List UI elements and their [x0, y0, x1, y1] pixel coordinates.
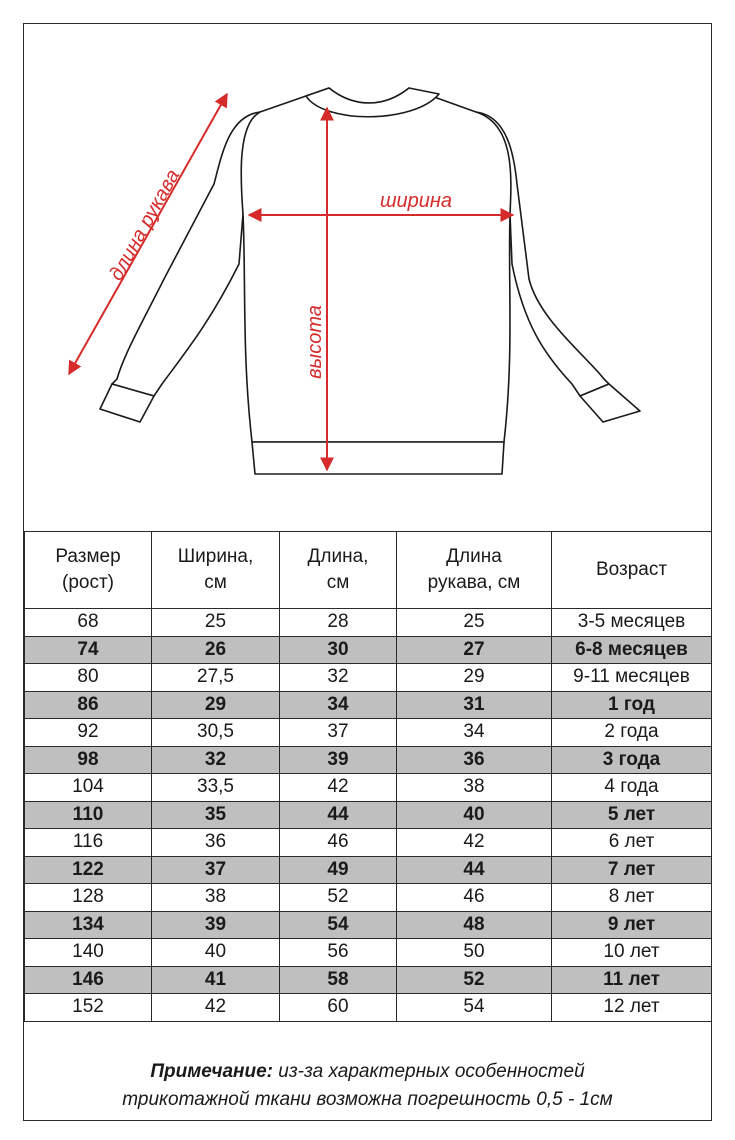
cell-sleeve: 46 — [397, 884, 552, 912]
cell-sleeve: 38 — [397, 774, 552, 802]
cell-size: 110 — [25, 801, 152, 829]
cell-size: 104 — [25, 774, 152, 802]
cell-width: 25 — [152, 609, 280, 637]
cell-age: 6 лет — [552, 829, 712, 857]
cell-size: 74 — [25, 636, 152, 664]
cell-width: 32 — [152, 746, 280, 774]
size-chart-frame — [23, 23, 712, 1121]
table-row — [25, 774, 712, 802]
table-row — [25, 636, 712, 664]
table-row — [25, 664, 712, 692]
table-row — [25, 719, 712, 747]
cell-age: 10 лет — [552, 939, 712, 967]
table-header-row — [25, 532, 712, 609]
cell-age: 9 лет — [552, 911, 712, 939]
cell-length: 28 — [280, 609, 397, 637]
cell-sleeve: 40 — [397, 801, 552, 829]
cell-age: 7 лет — [552, 856, 712, 884]
cell-sleeve: 50 — [397, 939, 552, 967]
cell-sleeve: 34 — [397, 719, 552, 747]
cell-size: 146 — [25, 966, 152, 994]
table-row — [25, 609, 712, 637]
height-label: высота — [304, 305, 326, 379]
cell-length: 30 — [280, 636, 397, 664]
cell-age: 6-8 месяцев — [552, 636, 712, 664]
cell-length: 37 — [280, 719, 397, 747]
cell-length: 58 — [280, 966, 397, 994]
cell-sleeve: 36 — [397, 746, 552, 774]
cell-sleeve: 52 — [397, 966, 552, 994]
size-table — [24, 531, 712, 1022]
cell-length: 56 — [280, 939, 397, 967]
cell-length: 60 — [280, 994, 397, 1022]
note-line1: из-за характерных особенностей — [278, 1061, 585, 1082]
sweatshirt-illustration — [24, 24, 711, 530]
header-length: Длина, см — [280, 532, 397, 609]
table-row — [25, 746, 712, 774]
header-size: Размер (рост) — [25, 532, 152, 609]
table-row — [25, 801, 712, 829]
sweatshirt-diagram — [24, 24, 711, 530]
cell-width: 42 — [152, 994, 280, 1022]
cell-width: 30,5 — [152, 719, 280, 747]
cell-length: 49 — [280, 856, 397, 884]
table-row — [25, 911, 712, 939]
cell-sleeve: 42 — [397, 829, 552, 857]
cell-sleeve: 31 — [397, 691, 552, 719]
cell-sleeve: 54 — [397, 994, 552, 1022]
cell-age: 11 лет — [552, 966, 712, 994]
cell-age: 3 года — [552, 746, 712, 774]
cell-age: 9-11 месяцев — [552, 664, 712, 692]
cell-age: 1 год — [552, 691, 712, 719]
cell-width: 35 — [152, 801, 280, 829]
body — [241, 88, 511, 442]
cell-sleeve: 29 — [397, 664, 552, 692]
cell-size: 92 — [25, 719, 152, 747]
note-label: Примечание: — [150, 1061, 273, 1082]
cell-width: 26 — [152, 636, 280, 664]
cell-size: 152 — [25, 994, 152, 1022]
cell-age: 12 лет — [552, 994, 712, 1022]
header-sleeve-length: Длина рукава, см — [397, 532, 552, 609]
cell-width: 36 — [152, 829, 280, 857]
header-width: Ширина, см — [152, 532, 280, 609]
cell-size: 86 — [25, 691, 152, 719]
cell-length: 46 — [280, 829, 397, 857]
table-row — [25, 939, 712, 967]
width-label: ширина — [379, 190, 453, 212]
table-row — [25, 994, 712, 1022]
note-line2: трикотажной ткани возможна погрешность 0,5 - 1см — [122, 1089, 613, 1110]
table-row — [25, 856, 712, 884]
cell-sleeve: 44 — [397, 856, 552, 884]
cell-width: 33,5 — [152, 774, 280, 802]
cell-length: 32 — [280, 664, 397, 692]
cell-sleeve: 27 — [397, 636, 552, 664]
cell-size: 122 — [25, 856, 152, 884]
sleeve-label: длина рукава — [105, 165, 185, 285]
cell-width: 37 — [152, 856, 280, 884]
cell-length: 52 — [280, 884, 397, 912]
table-row — [25, 966, 712, 994]
cell-size: 98 — [25, 746, 152, 774]
cell-age: 3-5 месяцев — [552, 609, 712, 637]
cell-length: 42 — [280, 774, 397, 802]
cell-size: 116 — [25, 829, 152, 857]
waistband — [252, 442, 504, 474]
cell-size: 80 — [25, 664, 152, 692]
cell-length: 34 — [280, 691, 397, 719]
cell-width: 29 — [152, 691, 280, 719]
table-row — [25, 829, 712, 857]
cell-age: 2 года — [552, 719, 712, 747]
cell-age: 4 года — [552, 774, 712, 802]
table-row — [25, 884, 712, 912]
cell-size: 134 — [25, 911, 152, 939]
cell-sleeve: 48 — [397, 911, 552, 939]
note — [24, 1053, 711, 1119]
cell-width: 27,5 — [152, 664, 280, 692]
cell-length: 54 — [280, 911, 397, 939]
cell-length: 44 — [280, 801, 397, 829]
cell-width: 41 — [152, 966, 280, 994]
header-age: Возраст — [552, 532, 712, 609]
cell-age: 8 лет — [552, 884, 712, 912]
table-row — [25, 691, 712, 719]
cell-size: 140 — [25, 939, 152, 967]
cell-age: 5 лет — [552, 801, 712, 829]
cell-width: 38 — [152, 884, 280, 912]
cell-size: 68 — [25, 609, 152, 637]
cell-size: 128 — [25, 884, 152, 912]
cell-sleeve: 25 — [397, 609, 552, 637]
cell-width: 39 — [152, 911, 280, 939]
cell-length: 39 — [280, 746, 397, 774]
cell-width: 40 — [152, 939, 280, 967]
